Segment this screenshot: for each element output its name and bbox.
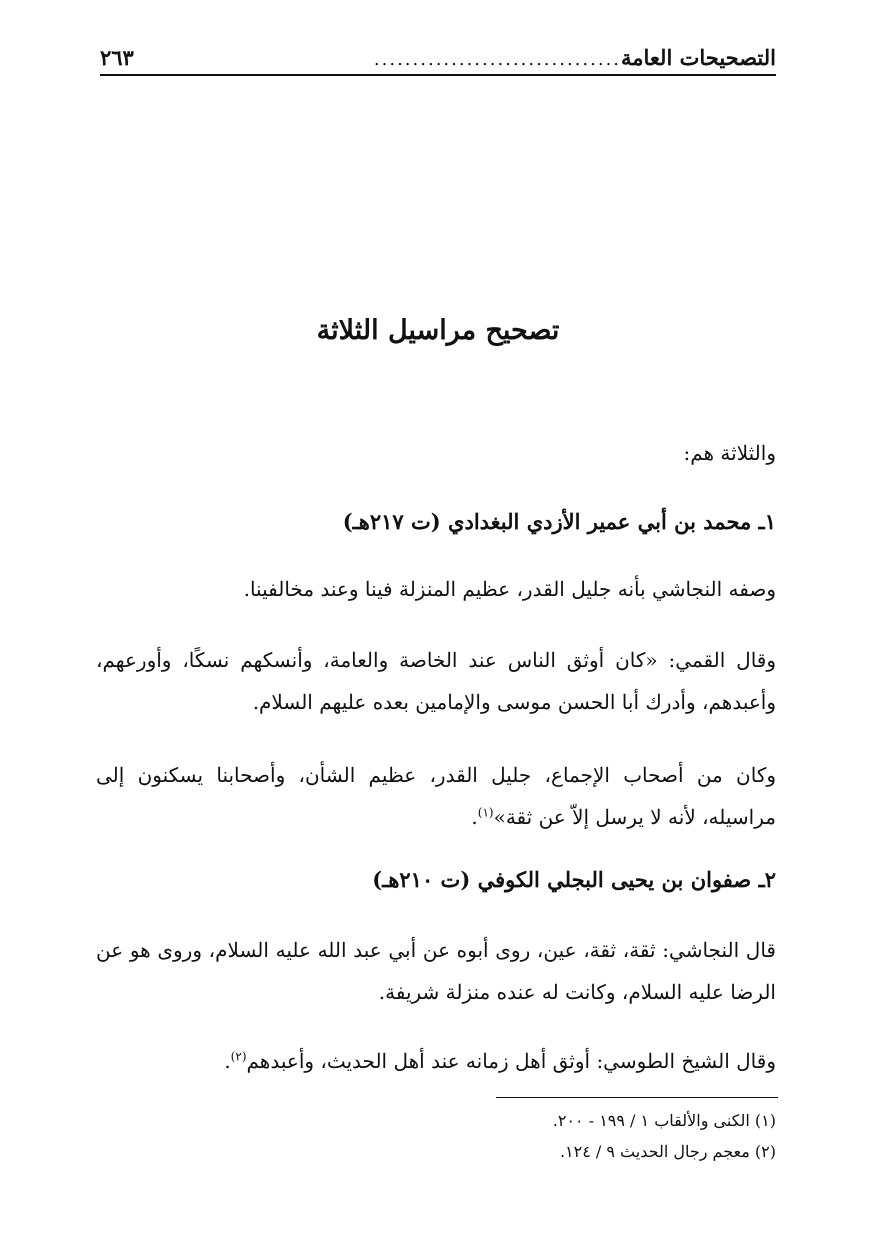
footnote-2: (٢) معجم رجال الحديث ٩ / ١٢٤. <box>559 1142 776 1161</box>
section-title: تصحيح مراسيل الثلاثة <box>316 315 560 346</box>
entry-1-paragraph-3 <box>96 754 776 838</box>
entry-2-paragraph-1: قال النجاشي: ثقة، ثقة، عين، روى أبوه عن أبي عبد الله عليه السلام، وروى هو عن الرضا عليه السلام، وكانت له عنده منزلة شريفة. <box>96 938 776 1004</box>
page-number: ٢٦٣ <box>100 45 134 70</box>
entry-1-paragraph-3-end: . <box>471 805 478 829</box>
running-header <box>100 40 776 76</box>
entry-2-paragraph-2-text: وقال الشيخ الطوسي: أوثق أهل زمانه عند أهل الحديث، وأعبدهم <box>246 1049 776 1073</box>
intro-paragraph: والثلاثة هم: <box>683 441 776 465</box>
entry-heading-2: ٢ـ صفوان بن يحيى البجلي الكوفي (ت ٢١٠هـ) <box>372 867 776 892</box>
header-title: التصحيحات العامة <box>621 45 776 70</box>
entry-2-paragraph-2-end: . <box>224 1049 231 1073</box>
entry-1-paragraph-1: وصفه النجاشي بأنه جليل القدر، عظيم المنزلة فينا وعند مخالفينا. <box>243 577 776 601</box>
footnote-1: (١) الكنى والألقاب ١ / ١٩٩ - ٢٠٠. <box>552 1111 776 1130</box>
entry-2-paragraph-2 <box>96 1040 776 1082</box>
footnote-ref-1: (١) <box>477 805 494 820</box>
entry-heading-1: ١ـ محمد بن أبي عمير الأزدي البغدادي (ت ٢١٧هـ) <box>342 509 776 534</box>
footnote-ref-2: (٢) <box>230 1049 247 1064</box>
entry-1-paragraph-2: وقال القمي: «كان أوثق الناس عند الخاصة والعامة، وأنسكهم نسكًا، وأورعهم، وأعبدهم، وأدرك أبا الحسن موسى والإمامين بعده عليهم السلام. <box>96 648 776 714</box>
header-leader-dots: ................................ <box>373 49 622 70</box>
footnote-divider <box>496 1097 778 1098</box>
entry-1-paragraph-3-text: وكان من أصحاب الإجماع، جليل القدر، عظيم الشأن، وأصحابنا يسكنون إلى مراسيله، لأنه لا يرسل إلاّ عن ثقة» <box>96 763 776 829</box>
